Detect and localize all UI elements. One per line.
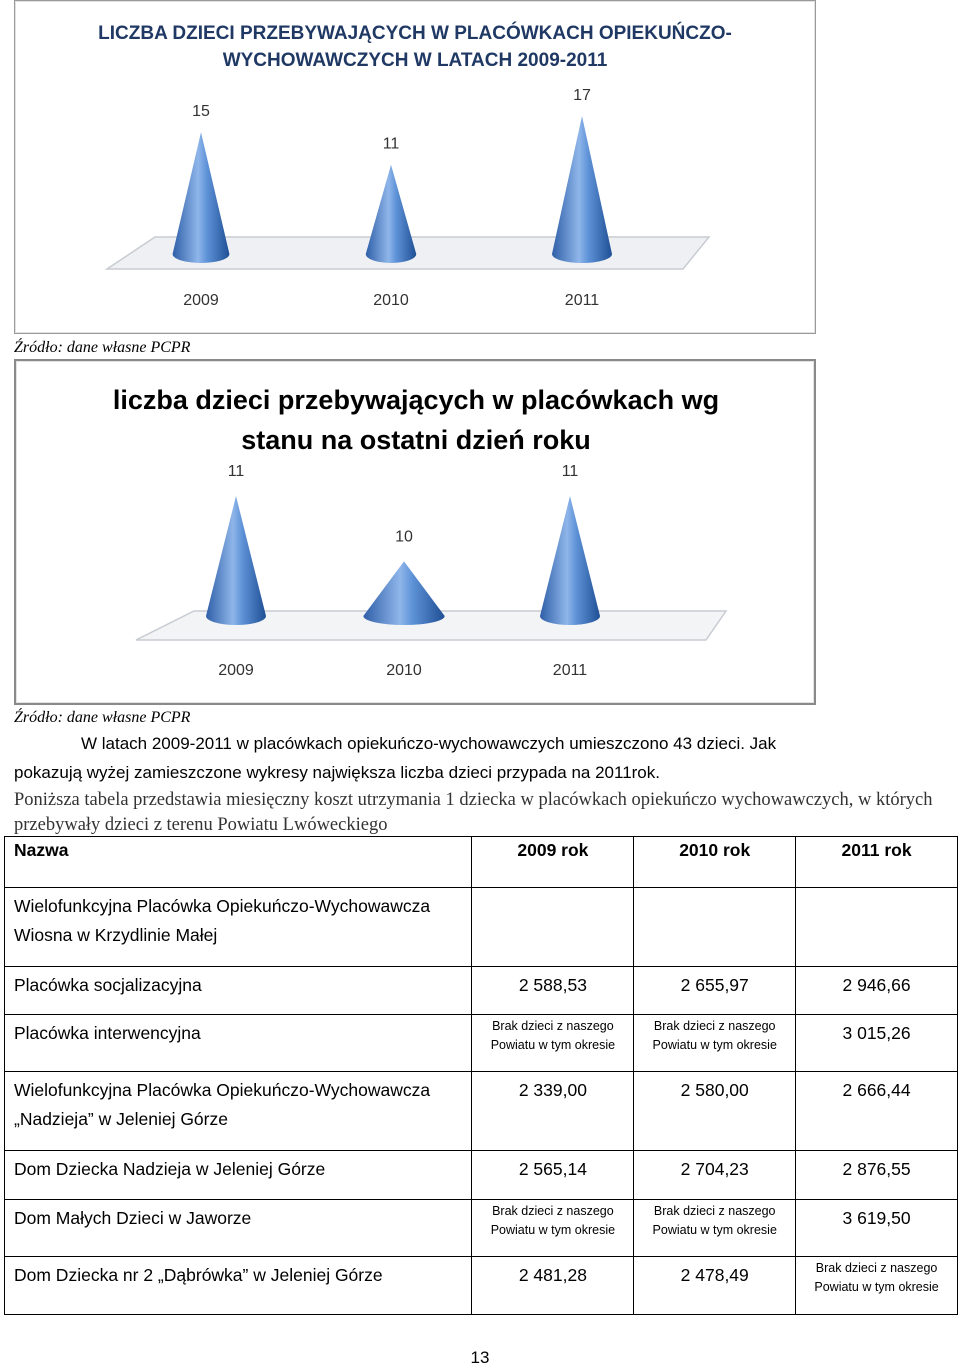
summary-line-2: pokazują wyżej zamieszczone wykresy największa liczba dzieci przypada na 2011rok. [14,763,660,782]
row-name: Placówka interwencyjna [5,1015,472,1072]
row-name: Dom Dziecka Nadzieja w Jeleniej Górze [5,1151,472,1200]
chart-count-end-of-year [14,359,816,705]
header-2010: 2010 rok [634,837,796,888]
chart-2-marks [206,463,600,679]
row-value-2010: 2 580,00 [634,1072,796,1151]
x-tick-label: 2010 [373,292,409,309]
data-label: 11 [382,135,400,153]
row-name: Wielofunkcyjna Placówka Opiekuńczo-Wychowawcza Wiosna w Krzydlinie Małej [5,888,472,967]
cone-bar [366,165,416,263]
row-value-2010: 2 704,23 [634,1151,796,1200]
x-tick-label: 2011 [552,662,588,679]
page-number: 13 [470,1348,490,1367]
chart-count-2009-2011 [14,0,816,334]
chart-1-title-line-1: LICZBA DZIECI PRZEBYWAJĄCYCH W PLACÓWKACH OPIEKUŃCZO- [98,23,732,44]
cone-bar [206,496,266,625]
summary-paragraph [14,729,934,787]
row-value-2009: 2 588,53 [472,967,634,1015]
header-name: Nazwa [5,837,472,888]
table-row [5,1200,958,1257]
row-value-2011: 2 666,44 [796,1072,958,1151]
row-value-2010: 2 655,97 [634,967,796,1015]
table-row [5,1151,958,1200]
table-row [5,1015,958,1072]
summary-line-1: W latach 2009-2011 w placówkach opiekuńczo-wychowawczych umieszczono 43 dzieci. Jak [81,734,777,753]
header-2011: 2011 rok [796,837,958,888]
data-label: 11 [561,463,579,480]
chart-1-canvas [15,1,815,333]
data-label: 11 [227,463,245,480]
row-value-2010: Brak dzieci z naszego Powiatu w tym okresie [634,1200,796,1257]
row-value-2011: 2 946,66 [796,967,958,1015]
data-label: 15 [192,103,210,121]
cone-bar [552,116,612,263]
row-value-2009: Brak dzieci z naszego Powiatu w tym okresie [472,1015,634,1072]
row-value-2011: 3 015,26 [796,1015,958,1072]
row-value-2011: Brak dzieci z naszego Powiatu w tym okresie [796,1257,958,1315]
chart-2-canvas [16,361,814,703]
row-value-2009 [472,888,634,967]
cone-bar [173,132,230,263]
row-name: Dom Małych Dzieci w Jaworze [5,1200,472,1257]
row-value-2009: 2 339,00 [472,1072,634,1151]
data-label: 17 [573,87,591,104]
row-value-2011: 3 619,50 [796,1200,958,1257]
row-value-2010 [634,888,796,967]
table-heading: Poniższa tabela przedstawia miesięczny koszt utrzymania 1 dziecka w placówkach opiekuńczo wychowawczych, w których przebywały dzieci z terenu Powiatu Lwóweckiego [14,790,933,835]
chart-1-marks [173,87,612,309]
cost-table [4,836,958,1315]
cone-bar [363,561,444,625]
row-value-2011: 2 876,55 [796,1151,958,1200]
x-tick-label: 2009 [183,292,219,309]
chart-2-title-line-2: stanu na ostatni dzień roku [241,425,591,455]
x-tick-label: 2009 [218,662,254,679]
source-note-2: Źródło: dane własne PCPR [14,709,191,726]
chart-1-title-line-2: WYCHOWAWCZYCH W LATACH 2009-2011 [222,50,608,71]
table-row [5,967,958,1015]
row-name: Placówka socjalizacyjna [5,967,472,1015]
data-label: 10 [395,528,413,546]
chart-2-title-line-1: liczba dzieci przebywających w placówkach wg [112,385,720,415]
row-value-2011 [796,888,958,967]
table-row [5,1072,958,1151]
row-value-2009: Brak dzieci z naszego Powiatu w tym okresie [472,1200,634,1257]
cone-bar [540,496,600,625]
row-value-2009: 2 565,14 [472,1151,634,1200]
row-name: Dom Dziecka nr 2 „Dąbrówka” w Jeleniej Górze [5,1257,472,1315]
x-tick-label: 2011 [564,292,600,309]
row-value-2009: 2 481,28 [472,1257,634,1315]
row-name: Wielofunkcyjna Placówka Opiekuńczo-Wychowawcza „Nadzieja” w Jeleniej Górze [5,1072,472,1151]
table-row [5,888,958,967]
row-value-2010: Brak dzieci z naszego Powiatu w tym okresie [634,1015,796,1072]
source-note-1: Źródło: dane własne PCPR [14,339,191,356]
header-2009: 2009 rok [472,837,634,888]
table-row [5,1257,958,1315]
x-tick-label: 2010 [386,662,422,679]
table-header-row [5,837,958,888]
row-value-2010: 2 478,49 [634,1257,796,1315]
